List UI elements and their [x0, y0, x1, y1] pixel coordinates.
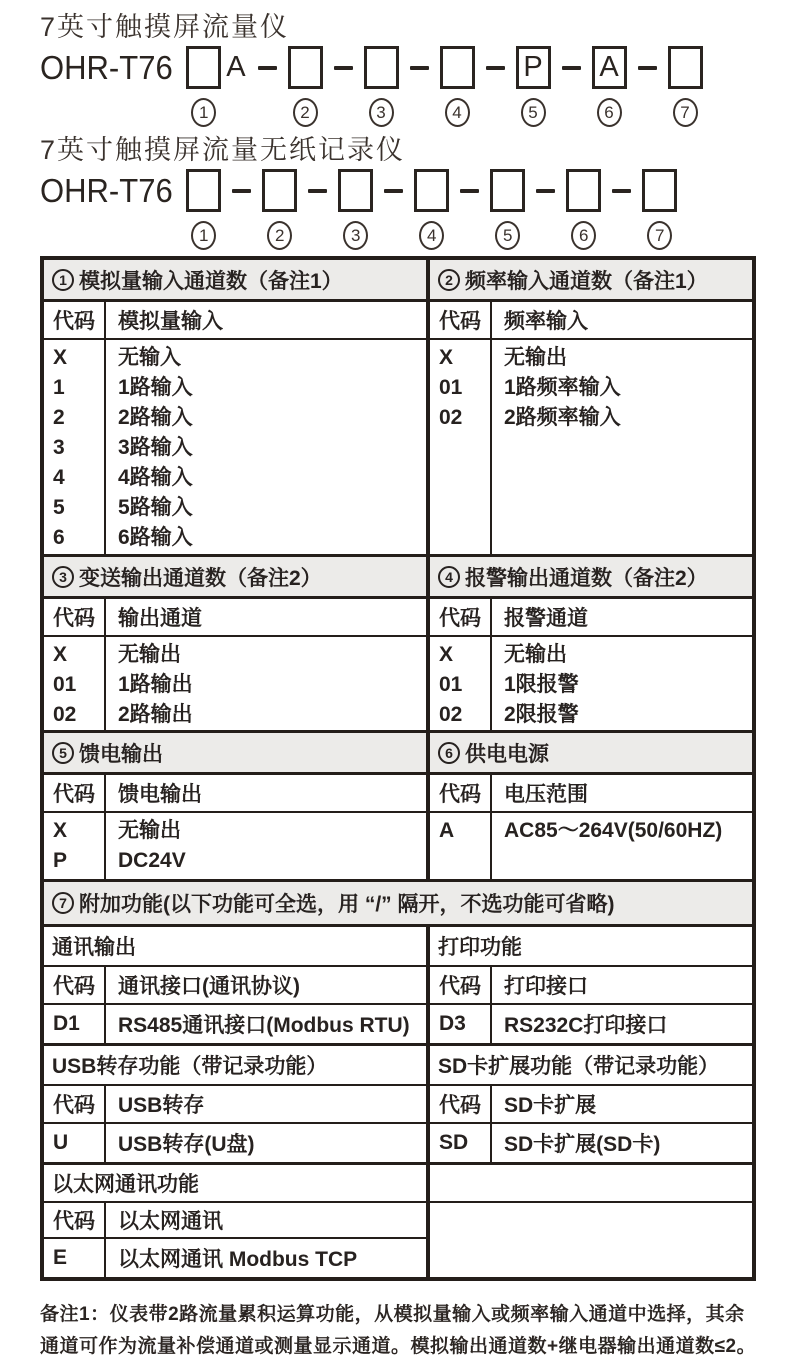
subsection-comm [44, 927, 426, 1043]
dash-icon [486, 66, 505, 70]
section-title: 模拟量输入通道数（备注1） [79, 269, 343, 293]
value-cell: 无输入 [118, 346, 181, 369]
code-header-cell: 代码 [430, 599, 492, 635]
circled-number: 6 [597, 98, 622, 127]
value-cell: 6路输入 [118, 526, 193, 549]
code-cell: X [53, 643, 68, 666]
section-body [44, 340, 426, 554]
value-cell: AC85～264V(50/60HZ) [504, 819, 723, 842]
model-box [440, 46, 475, 89]
dash-icon [562, 66, 581, 70]
model-segment [414, 169, 449, 250]
circled-number: 2 [293, 98, 318, 127]
code-cell: 02 [53, 703, 77, 726]
code-cell: X [53, 346, 68, 369]
section-body [44, 637, 426, 730]
value-cell: 1路频率输入 [504, 376, 621, 399]
circled-number: 7 [52, 892, 74, 914]
model-box [186, 46, 221, 89]
model-segment [262, 169, 297, 250]
value-cell: 2路频率输入 [504, 406, 621, 429]
circled-number: 1 [191, 98, 216, 127]
section-header [44, 733, 426, 775]
subsection-ethernet-right [426, 1165, 752, 1277]
subsection-ethernet [44, 1162, 752, 1277]
subsection-print [426, 927, 752, 1043]
model-segment [668, 46, 703, 127]
code-header-cell: 代码 [44, 967, 106, 1003]
code-cell: 02 [439, 406, 463, 429]
value-cell: 3路输入 [118, 436, 193, 459]
column-header-row [44, 302, 426, 340]
option-row [44, 1239, 426, 1277]
section-4 [426, 557, 752, 730]
code-header-cell: 代码 [44, 1086, 106, 1122]
model-box [642, 169, 677, 212]
footnote: 备注1：仪表带2路流量累积运算功能，从模拟量输入或频率输入通道中选择，其余通道可作为流量补偿通道或测量显示通道。模拟输出通道数+继电器输出通道数≤2。 [40, 1304, 757, 1357]
value-header-cell: 以太网通讯 [118, 1210, 223, 1233]
section-title: 报警输出通道数（备注2） [465, 566, 708, 590]
circled-number: 2 [438, 269, 460, 291]
value-cell: USB转存(U盘) [118, 1133, 255, 1156]
code-cell: 02 [439, 703, 463, 726]
code-cell: D3 [430, 1005, 492, 1043]
section-body [44, 813, 426, 879]
code-header-cell: 代码 [430, 775, 492, 811]
subsection-ethernet-left [44, 1165, 426, 1277]
section-header [44, 260, 426, 302]
section-header [430, 733, 752, 775]
section-2 [426, 260, 752, 554]
subsection-usb-sd [44, 1043, 752, 1162]
dash-icon [308, 189, 327, 193]
model-segment [338, 169, 373, 250]
code-cell: X [53, 819, 68, 842]
code-cell: P [53, 849, 68, 872]
section-title: 变送输出通道数（备注2） [79, 566, 322, 590]
code-cell: 4 [53, 466, 65, 489]
value-cell: 2限报警 [504, 703, 579, 726]
dash-icon [536, 189, 555, 193]
code-cell: SD [430, 1124, 492, 1162]
code-cell: U [44, 1124, 106, 1162]
model-line-2 [40, 169, 756, 250]
section-header [44, 557, 426, 599]
subsection-comm-print [44, 927, 752, 1043]
circled-number: 5 [521, 98, 546, 127]
subsection-band: USB转存功能（带记录功能） [44, 1046, 426, 1086]
value-cell: 无输出 [118, 819, 181, 842]
value-cell: DC24V [118, 849, 186, 872]
option-row [430, 1124, 752, 1162]
model-box [414, 169, 449, 212]
section-body [430, 637, 752, 730]
value-cell: SD卡扩展(SD卡) [504, 1133, 661, 1156]
code-cell: X [439, 346, 454, 369]
circled-number: 3 [343, 221, 368, 250]
circled-number: 1 [52, 269, 74, 291]
code-header-cell: 代码 [44, 302, 106, 338]
value-cell: 4路输入 [118, 466, 193, 489]
section-title: 馈电输出 [79, 742, 163, 766]
code-cell: 01 [439, 376, 463, 399]
code-header-cell: 代码 [44, 599, 106, 635]
model-prefix: OHR-T76 [40, 49, 173, 86]
value-cell: 1路输入 [118, 376, 193, 399]
dash-icon [410, 66, 429, 70]
model-box [566, 169, 601, 212]
circled-number: 5 [52, 742, 74, 764]
column-header-row [430, 775, 752, 813]
section-header [430, 260, 752, 302]
column-header-row [44, 967, 426, 1005]
value-header-cell: 电压范围 [504, 783, 588, 806]
model-box [262, 169, 297, 212]
code-header-cell: 代码 [430, 1086, 492, 1122]
dash-icon [384, 189, 403, 193]
section-6 [426, 733, 752, 879]
model-box [288, 46, 323, 89]
subsection-band: 以太网通讯功能 [44, 1165, 426, 1203]
ordering-code-table [40, 256, 756, 1281]
value-header-cell: 打印接口 [504, 975, 588, 998]
circled-number: 1 [191, 221, 216, 250]
model-segment [288, 46, 323, 127]
column-header-row [44, 775, 426, 813]
circled-number: 4 [445, 98, 470, 127]
value-header-cell: USB转存 [118, 1094, 205, 1117]
section-3 [44, 557, 426, 730]
column-header-row [430, 1086, 752, 1124]
subsection-sd [426, 1046, 752, 1162]
model-box [364, 46, 399, 89]
section-pair-5-6 [44, 730, 752, 879]
code-cell: 3 [53, 436, 65, 459]
model-segment [440, 46, 475, 127]
empty-cell [430, 1165, 752, 1203]
value-cell: 以太网通讯 Modbus TCP [118, 1248, 358, 1271]
dash-icon [638, 66, 657, 70]
section-header [430, 557, 752, 599]
value-header-cell: SD卡扩展 [504, 1094, 597, 1117]
model-box [490, 169, 525, 212]
model-segment [364, 46, 399, 127]
value-cell: 1路输出 [118, 673, 193, 696]
value-cell: 2路输出 [118, 703, 193, 726]
section-body [430, 340, 752, 554]
circled-number: 7 [673, 98, 698, 127]
option-row [44, 1005, 426, 1043]
value-header-cell: 输出通道 [118, 607, 202, 630]
circled-number: 5 [495, 221, 520, 250]
dash-icon [232, 189, 251, 193]
page-title: 7英寸触摸屏流量仪 [40, 12, 290, 42]
column-header-row [430, 967, 752, 1005]
code-cell: X [439, 643, 454, 666]
circled-number: 4 [438, 566, 460, 588]
column-header-row [430, 599, 752, 637]
value-cell: RS485通讯接口(Modbus RTU) [118, 1014, 410, 1037]
code-cell: 01 [439, 673, 463, 696]
model-segment [516, 46, 551, 127]
model-segment [592, 46, 627, 127]
dash-icon [334, 66, 353, 70]
model-box: A [592, 46, 627, 89]
page-title-2: 7英寸触摸屏流量无纸记录仪 [40, 135, 406, 165]
code-cell: 6 [53, 526, 65, 549]
model-box: P [516, 46, 551, 89]
code-cell: 1 [53, 376, 65, 399]
value-cell: 无输出 [118, 643, 181, 666]
value-cell: RS232C打印接口 [504, 1014, 668, 1037]
section-header [44, 882, 752, 927]
value-header-cell: 馈电输出 [118, 783, 202, 806]
circled-number: 3 [369, 98, 394, 127]
value-cell: 无输出 [504, 643, 567, 666]
code-header-cell: 代码 [430, 302, 492, 338]
section-5 [44, 733, 426, 879]
subsection-band: SD卡扩展功能（带记录功能） [430, 1046, 752, 1086]
section-title: 附加功能(以下功能可全选，用 “/” 隔开，不选功能可省略) [79, 893, 615, 916]
code-header-cell: 代码 [430, 967, 492, 1003]
value-cell: 5路输入 [118, 496, 193, 519]
model-segment [642, 169, 677, 250]
subsection-band: 通讯输出 [44, 927, 426, 967]
section-1 [44, 260, 426, 554]
column-header-row [44, 1203, 426, 1239]
code-header-cell: 代码 [44, 775, 106, 811]
dash-icon [460, 189, 479, 193]
circled-number: 3 [52, 566, 74, 588]
model-segment [490, 169, 525, 250]
model-box [338, 169, 373, 212]
code-cell: A [439, 819, 455, 842]
value-header-cell: 报警通道 [504, 607, 588, 630]
value-header-cell: 通讯接口(通讯协议) [118, 975, 300, 998]
section-title: 频率输入通道数（备注1） [465, 269, 708, 293]
option-row [44, 1124, 426, 1162]
subsection-usb [44, 1046, 426, 1162]
code-cell: D1 [44, 1005, 106, 1043]
code-cell: 01 [53, 673, 77, 696]
dash-icon [612, 189, 631, 193]
column-header-row [430, 302, 752, 340]
section-7 [44, 879, 752, 1277]
value-cell: 2路输入 [118, 406, 193, 429]
empty-cell [430, 1203, 752, 1277]
model-box [186, 169, 221, 212]
circled-number: 2 [267, 221, 292, 250]
circled-number: 6 [438, 742, 460, 764]
model-box [668, 46, 703, 89]
option-row [430, 1005, 752, 1043]
dash-icon [258, 66, 277, 70]
code-cell: 5 [53, 496, 65, 519]
column-header-row [44, 599, 426, 637]
model-segment [186, 46, 221, 127]
code-cell: E [44, 1239, 106, 1277]
model-segment [566, 169, 601, 250]
code-header-cell: 代码 [44, 1203, 106, 1237]
model-fixed-letter: A [226, 51, 246, 83]
circled-number: 7 [647, 221, 672, 250]
column-header-row [44, 1086, 426, 1124]
section-title: 供电电源 [465, 742, 549, 766]
model-line-1 [40, 46, 756, 127]
circled-number: 6 [571, 221, 596, 250]
model-segment [186, 169, 221, 250]
section-body [430, 813, 752, 879]
value-cell: 1限报警 [504, 673, 579, 696]
circled-number: 4 [419, 221, 444, 250]
code-cell: 2 [53, 406, 65, 429]
section-pair-3-4 [44, 554, 752, 730]
subsection-band: 打印功能 [430, 927, 752, 967]
section-pair-1-2 [44, 260, 752, 554]
value-header-cell: 模拟量输入 [118, 310, 223, 333]
model-prefix: OHR-T76 [40, 172, 173, 209]
value-header-cell: 频率输入 [504, 310, 588, 333]
value-cell: 无输出 [504, 346, 567, 369]
